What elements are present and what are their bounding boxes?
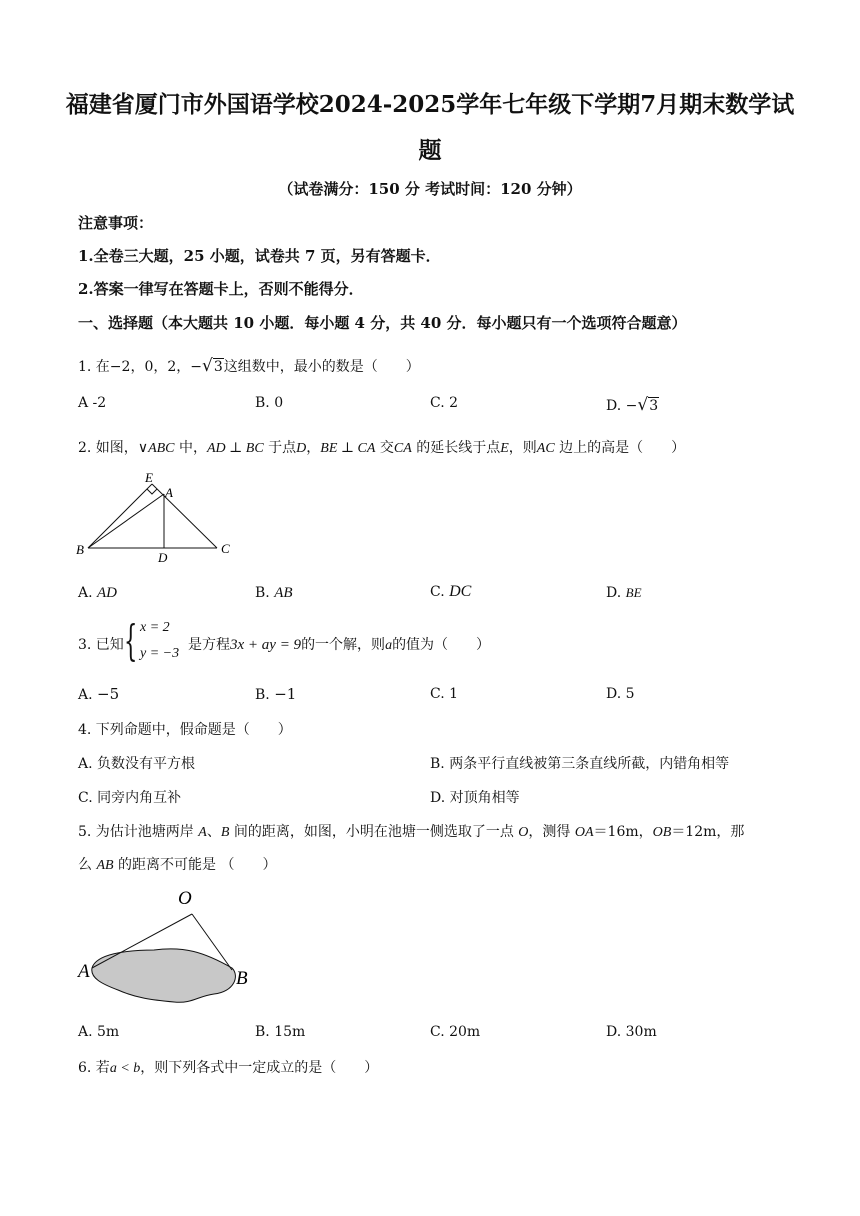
minus-sign: −: [625, 398, 638, 414]
question-text: 2. 如图，: [78, 440, 138, 456]
option-label: D.: [606, 585, 626, 601]
q3-option-b[interactable]: [255, 685, 296, 703]
label-d: D: [158, 550, 168, 565]
question-text: 的一个解，则: [301, 637, 386, 653]
question-text: ＝16m，: [593, 824, 653, 840]
question-1: [78, 356, 420, 376]
option-label: A.: [78, 687, 98, 703]
question-5-continued: [78, 854, 276, 874]
notice-item: 2.答案一律写在答题卡上，否则不能得分．: [78, 280, 364, 298]
q2-option-d[interactable]: [606, 585, 642, 601]
option-value: C. 1: [430, 686, 459, 702]
option-value: BE: [625, 585, 642, 600]
math-var: B: [220, 825, 230, 840]
minus-sign: −: [190, 359, 202, 375]
brace-symbol: {: [124, 616, 138, 665]
notice-heading: 注意事项：: [78, 214, 154, 232]
option-value: D. 5: [606, 686, 635, 702]
label-c: C: [221, 541, 230, 556]
question-2: [78, 437, 685, 457]
q5-option-a[interactable]: A. 5m: [78, 1024, 120, 1040]
q2-option-b[interactable]: [255, 585, 293, 602]
label-a: A: [78, 961, 90, 982]
question-text: 的距离不可能是 （ ）: [113, 857, 277, 873]
question-text: ，则下列各式中一定成立的是（ ）: [140, 1060, 379, 1076]
label-e: E: [145, 470, 153, 485]
q1-option-a[interactable]: A -2: [78, 395, 107, 411]
question-4: 4. 下列命题中，假命题是（ ）: [78, 722, 292, 738]
question-text: 6. 若: [78, 1060, 110, 1076]
math-var: AC: [536, 441, 555, 456]
line-ba: [88, 494, 164, 548]
question-5: [78, 821, 744, 841]
option-label: B.: [255, 585, 275, 601]
math-expr: AD ⊥ BC: [206, 441, 264, 456]
label-a: A: [165, 485, 173, 500]
sqrt-symbol: √: [202, 356, 213, 376]
question-text: 于点: [263, 440, 297, 456]
option-label: C.: [430, 584, 450, 600]
question-text: 5. 为估计池塘两岸: [78, 824, 199, 840]
q4-option-d[interactable]: D. 对顶角相等: [430, 790, 520, 806]
question-text: ，: [306, 440, 321, 456]
option-value: −5: [97, 685, 120, 703]
right-angle-mark: [147, 489, 157, 494]
label-o: O: [178, 888, 192, 909]
q3-option-d[interactable]: [606, 686, 635, 702]
question-6: [78, 1057, 378, 1077]
exam-info: （试卷满分：150 分 考试时间：120 分钟）: [278, 180, 582, 198]
option-label: A.: [78, 585, 98, 601]
question-text: 中，: [174, 440, 207, 456]
page-title-continued: 题: [418, 137, 442, 164]
question-text: 么: [78, 857, 97, 873]
math-var: A: [198, 825, 207, 840]
q1-option-c[interactable]: C. 2: [430, 395, 459, 411]
triangle-symbol: ∨: [137, 440, 149, 456]
line-ec: [152, 484, 217, 548]
q5-option-b[interactable]: B. 15m: [255, 1024, 306, 1040]
equation-line: y = −3: [140, 646, 180, 661]
q3-option-c[interactable]: [430, 686, 458, 702]
math-expr: 3x + ay = 9: [230, 637, 302, 653]
math-var: O: [518, 825, 529, 840]
question-text: ，测得: [528, 824, 575, 840]
q5-option-c[interactable]: C. 20m: [430, 1024, 481, 1040]
option-label: B.: [255, 687, 275, 703]
question-text: 边上的高是（ ）: [554, 440, 686, 456]
q4-option-b[interactable]: B. 两条平行直线被第三条直线所截，内错角相等: [430, 756, 730, 772]
math-expr: BE ⊥ CA: [320, 441, 376, 456]
option-value: −1: [274, 685, 297, 703]
q2-figure: [74, 470, 244, 570]
sqrt-symbol: √: [637, 395, 649, 415]
question-text: ，则: [508, 440, 537, 456]
radicand: 3: [213, 359, 223, 375]
math-var: OB: [652, 825, 672, 840]
question-text: 1. 在−2，0，2，: [78, 359, 191, 375]
question-text: 、: [206, 824, 221, 840]
q2-option-c[interactable]: [430, 583, 471, 601]
q1-option-d[interactable]: [606, 395, 659, 415]
question-text: ＝12m，那: [671, 824, 745, 840]
question-text: 3. 已知: [78, 637, 124, 653]
radicand: 3: [649, 398, 659, 414]
option-value: AD: [97, 585, 118, 601]
option-value: AB: [274, 585, 293, 601]
math-expr: a < b: [109, 1061, 141, 1076]
math-var: AB: [96, 858, 114, 873]
option-label: D.: [606, 398, 626, 414]
math-var: E: [500, 441, 509, 456]
q4-option-c[interactable]: C. 同旁内角互补: [78, 790, 182, 806]
q2-option-a[interactable]: [78, 585, 117, 602]
q4-option-a[interactable]: A. 负数没有平方根: [78, 756, 196, 772]
q5-option-d[interactable]: D. 30m: [606, 1024, 657, 1040]
question-text: 的值为（ ）: [392, 637, 491, 653]
math-var: CA: [393, 441, 412, 456]
question-rest: [188, 634, 490, 654]
line-be: [88, 484, 152, 548]
math-var: a: [385, 638, 393, 653]
q5-pond-figure: [74, 884, 274, 1014]
page-title: 福建省厦门市外国语学校2024-2025学年七年级下学期7月期末数学试: [65, 91, 795, 118]
question-text: 间的距离，如图，小明在池塘一侧选取了一点: [229, 824, 519, 840]
q3-option-a[interactable]: [78, 685, 119, 703]
q1-option-b[interactable]: B. 0: [255, 395, 284, 411]
label-b: B: [236, 968, 248, 989]
equation-line: x = 2: [140, 620, 170, 635]
label-b: B: [76, 542, 84, 557]
question-text: 的延长线于点: [411, 440, 501, 456]
math-var: D: [296, 441, 307, 456]
math-var: ABC: [148, 441, 175, 456]
question-text: 交: [375, 440, 394, 456]
question-text: 是方程: [188, 637, 230, 653]
notice-item: 1.全卷三大题，25 小题，试卷共 7 页，另有答题卡．: [78, 247, 441, 265]
section-heading: 一、选择题（本大题共 10 小题．每小题 4 分，共 40 分．每小题只有一个选项符合题意）: [78, 314, 687, 332]
option-value: DC: [449, 583, 472, 600]
math-var: OA: [574, 825, 594, 840]
question-text: 这组数中，最小的数是（ ）: [223, 359, 420, 375]
